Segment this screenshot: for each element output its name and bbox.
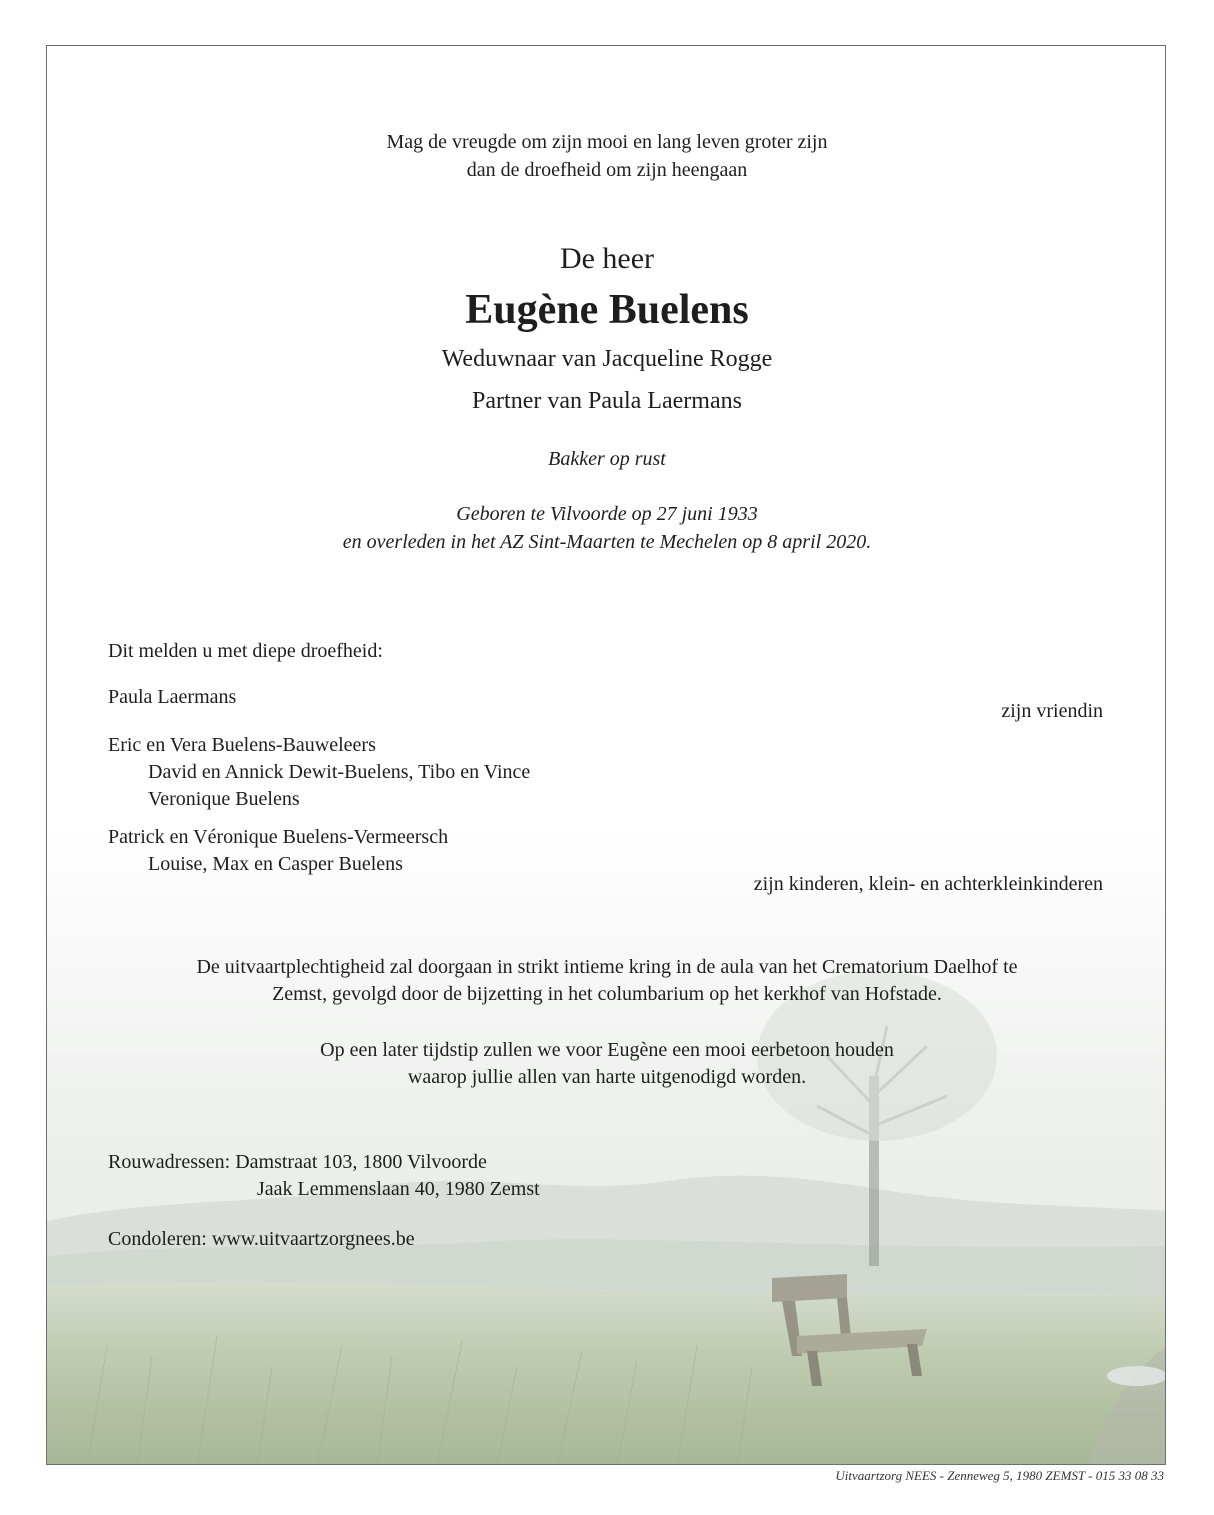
tribute-line-1: Op een later tijdstip zullen we voor Eugène een mooi eerbetoon houden bbox=[320, 1039, 894, 1061]
quote-line-2: dan de droefheid om zijn heengaan bbox=[466, 159, 748, 181]
occupation-line: Bakker op rust bbox=[548, 448, 666, 470]
condolences-link[interactable]: Condoleren: www.uitvaartzorgnees.be bbox=[108, 1228, 415, 1250]
partner-relation: zijn vriendin bbox=[1001, 700, 1103, 722]
death-notice-card bbox=[46, 45, 1166, 1465]
family-line-1-sub-1: David en Annick Dewit-Buelens, Tibo en Vince bbox=[148, 761, 531, 783]
birth-line: Geboren te Vilvoorde op 27 juni 1933 bbox=[456, 503, 758, 525]
quote-line-1: Mag de vreugde om zijn mooi en lang leven groter zijn bbox=[386, 131, 828, 153]
ceremony-line-1: De uitvaartplechtigheid zal doorgaan in strikt intieme kring in de aula van het Crematorium Daelhof te bbox=[196, 956, 1018, 978]
partner-name: Paula Laermans bbox=[108, 686, 237, 708]
widower-line: Weduwnaar van Jacqueline Rogge bbox=[441, 346, 773, 372]
deceased-name: Eugène Buelens bbox=[465, 287, 749, 333]
partner-line: Partner van Paula Laermans bbox=[472, 388, 742, 414]
honorific-title: De heer bbox=[559, 242, 655, 275]
family-line-2: Patrick en Véronique Buelens-Vermeersch bbox=[108, 826, 449, 848]
tribute-line-2: waarop jullie allen van harte uitgenodigd worden. bbox=[407, 1066, 807, 1088]
death-line: en overleden in het AZ Sint-Maarten te Mechelen op 8 april 2020. bbox=[342, 531, 872, 553]
family-line-1: Eric en Vera Buelens-Bauweleers bbox=[108, 734, 376, 756]
announcement-intro: Dit melden u met diepe droefheid: bbox=[108, 640, 383, 662]
mourning-address-2: Jaak Lemmenslaan 40, 1980 Zemst bbox=[257, 1178, 540, 1200]
family-line-1-sub-2: Veronique Buelens bbox=[148, 788, 300, 810]
family-line-2-sub-1: Louise, Max en Casper Buelens bbox=[148, 853, 403, 875]
ceremony-line-2: Zemst, gevolgd door de bijzetting in het columbarium op het kerkhof van Hofstade. bbox=[272, 983, 942, 1005]
funeral-home-footer: Uitvaartzorg NEES - Zenneweg 5, 1980 ZEMST - 015 33 08 33 bbox=[835, 1468, 1164, 1483]
family-relation: zijn kinderen, klein- en achterkleinkinderen bbox=[753, 873, 1103, 895]
mourning-address-1: Rouwadressen: Damstraat 103, 1800 Vilvoorde bbox=[108, 1151, 487, 1173]
